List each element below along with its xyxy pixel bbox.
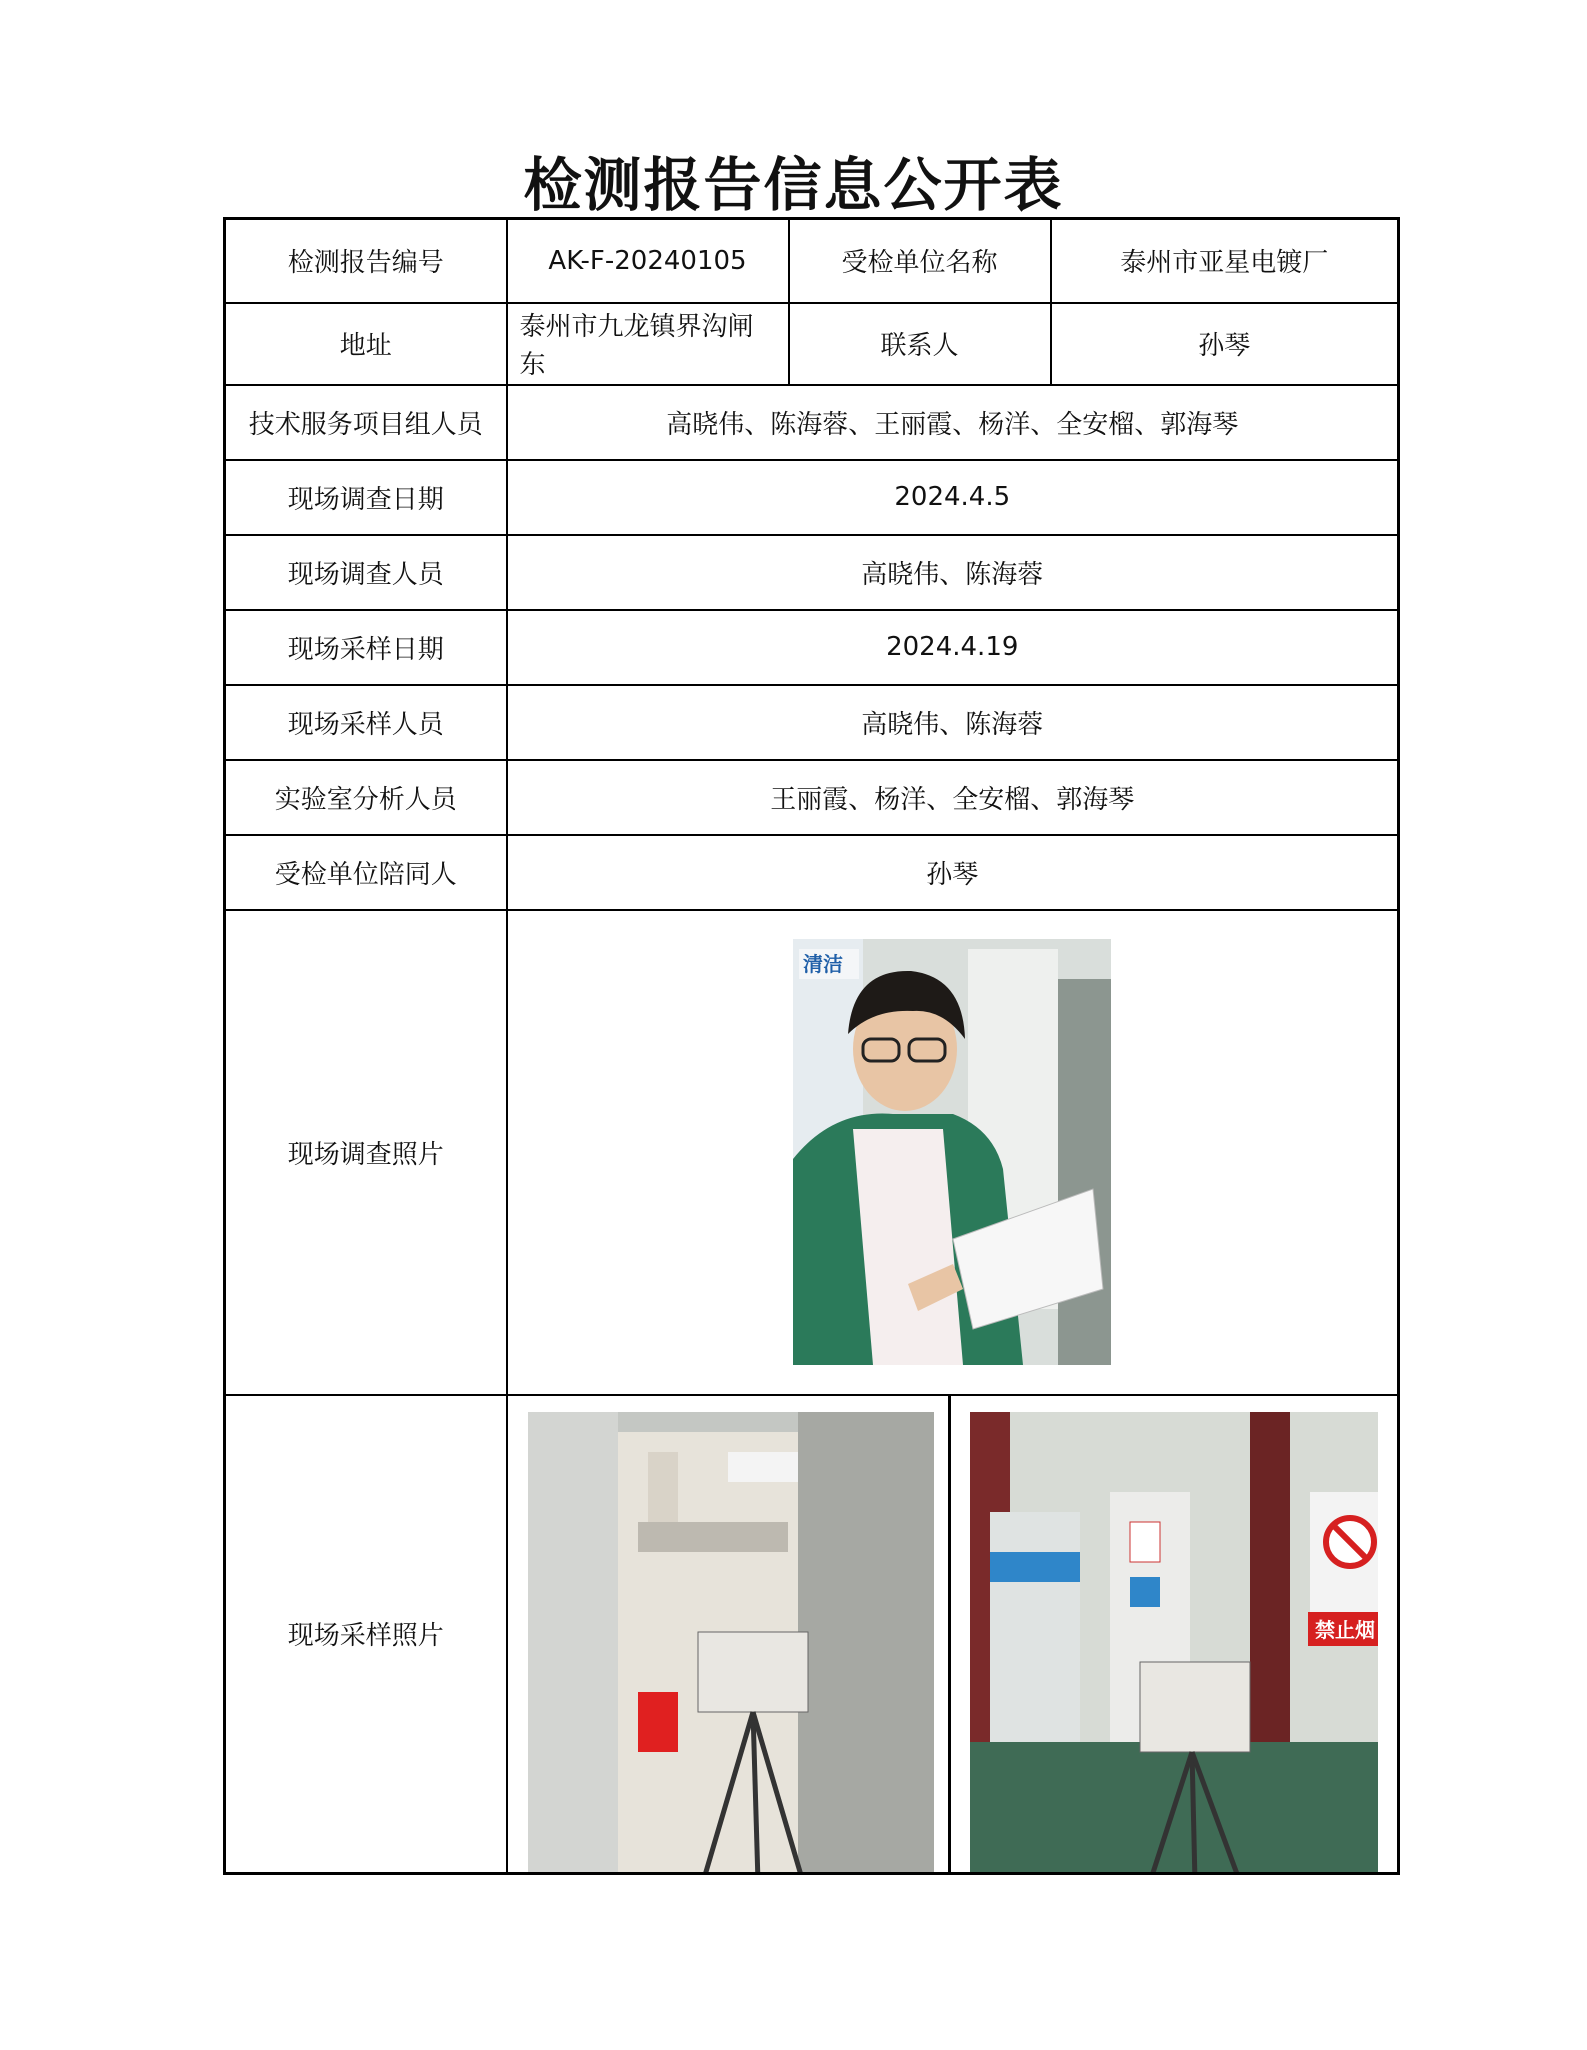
table-row xyxy=(225,535,1399,610)
row-label: 技术服务项目组人员 xyxy=(225,385,507,460)
row-value: 高晓伟、陈海蓉 xyxy=(507,685,1399,760)
inspected-unit-value: 泰州市亚星电镀厂 xyxy=(1051,219,1399,303)
survey-photo-label: 现场调查照片 xyxy=(225,910,507,1395)
report-number-label: 检测报告编号 xyxy=(225,219,507,303)
report-number-value: AK-F-20240105 xyxy=(507,219,789,303)
no-fire-sign-text: 禁止烟 xyxy=(1314,1617,1375,1642)
sample-photo-label: 现场采样照片 xyxy=(225,1395,507,1874)
row-label: 现场调查日期 xyxy=(225,460,507,535)
sample-photo-cell xyxy=(507,1395,1399,1874)
contact-value: 孙琴 xyxy=(1051,303,1399,385)
table-row xyxy=(225,835,1399,910)
page-title: 检测报告信息公开表 xyxy=(523,151,1064,219)
row-label: 现场采样日期 xyxy=(225,610,507,685)
address-value: 泰州市九龙镇界沟闸东 xyxy=(507,303,789,385)
sample-photo-left-image xyxy=(528,1412,934,1873)
inspected-unit-label: 受检单位名称 xyxy=(789,219,1051,303)
address-label: 地址 xyxy=(225,303,507,385)
table-row xyxy=(225,685,1399,760)
row-label: 受检单位陪同人 xyxy=(225,835,507,910)
sample-photo-left xyxy=(528,1412,934,1873)
sample-photo-right xyxy=(970,1412,1378,1873)
table-row xyxy=(225,460,1399,535)
sample-photo-right-image xyxy=(970,1412,1378,1873)
table-row xyxy=(225,760,1399,835)
report-table xyxy=(223,217,1400,1875)
row-value: 高晓伟、陈海蓉、王丽霞、杨洋、全安榴、郭海琴 xyxy=(507,385,1399,460)
row-value: 王丽霞、杨洋、全安榴、郭海琴 xyxy=(507,760,1399,835)
row-value: 高晓伟、陈海蓉 xyxy=(507,535,1399,610)
table-row xyxy=(225,910,1399,1395)
table-row xyxy=(225,1395,1399,1874)
table-row xyxy=(225,219,1399,303)
row-label: 现场调查人员 xyxy=(225,535,507,610)
table-row xyxy=(225,303,1399,385)
row-label: 现场采样人员 xyxy=(225,685,507,760)
table-row xyxy=(225,610,1399,685)
table-row xyxy=(225,385,1399,460)
survey-photo-image xyxy=(793,939,1111,1365)
sample-photos xyxy=(508,1396,1398,1873)
photo-divider xyxy=(948,1396,951,1873)
survey-photo-cell xyxy=(507,910,1399,1395)
row-label: 实验室分析人员 xyxy=(225,760,507,835)
row-value: 2024.4.5 xyxy=(507,460,1399,535)
survey-photo xyxy=(793,939,1111,1365)
contact-label: 联系人 xyxy=(789,303,1051,385)
row-value: 2024.4.19 xyxy=(507,610,1399,685)
row-value: 孙琴 xyxy=(507,835,1399,910)
clean-sign-text: 清洁 xyxy=(803,951,844,976)
